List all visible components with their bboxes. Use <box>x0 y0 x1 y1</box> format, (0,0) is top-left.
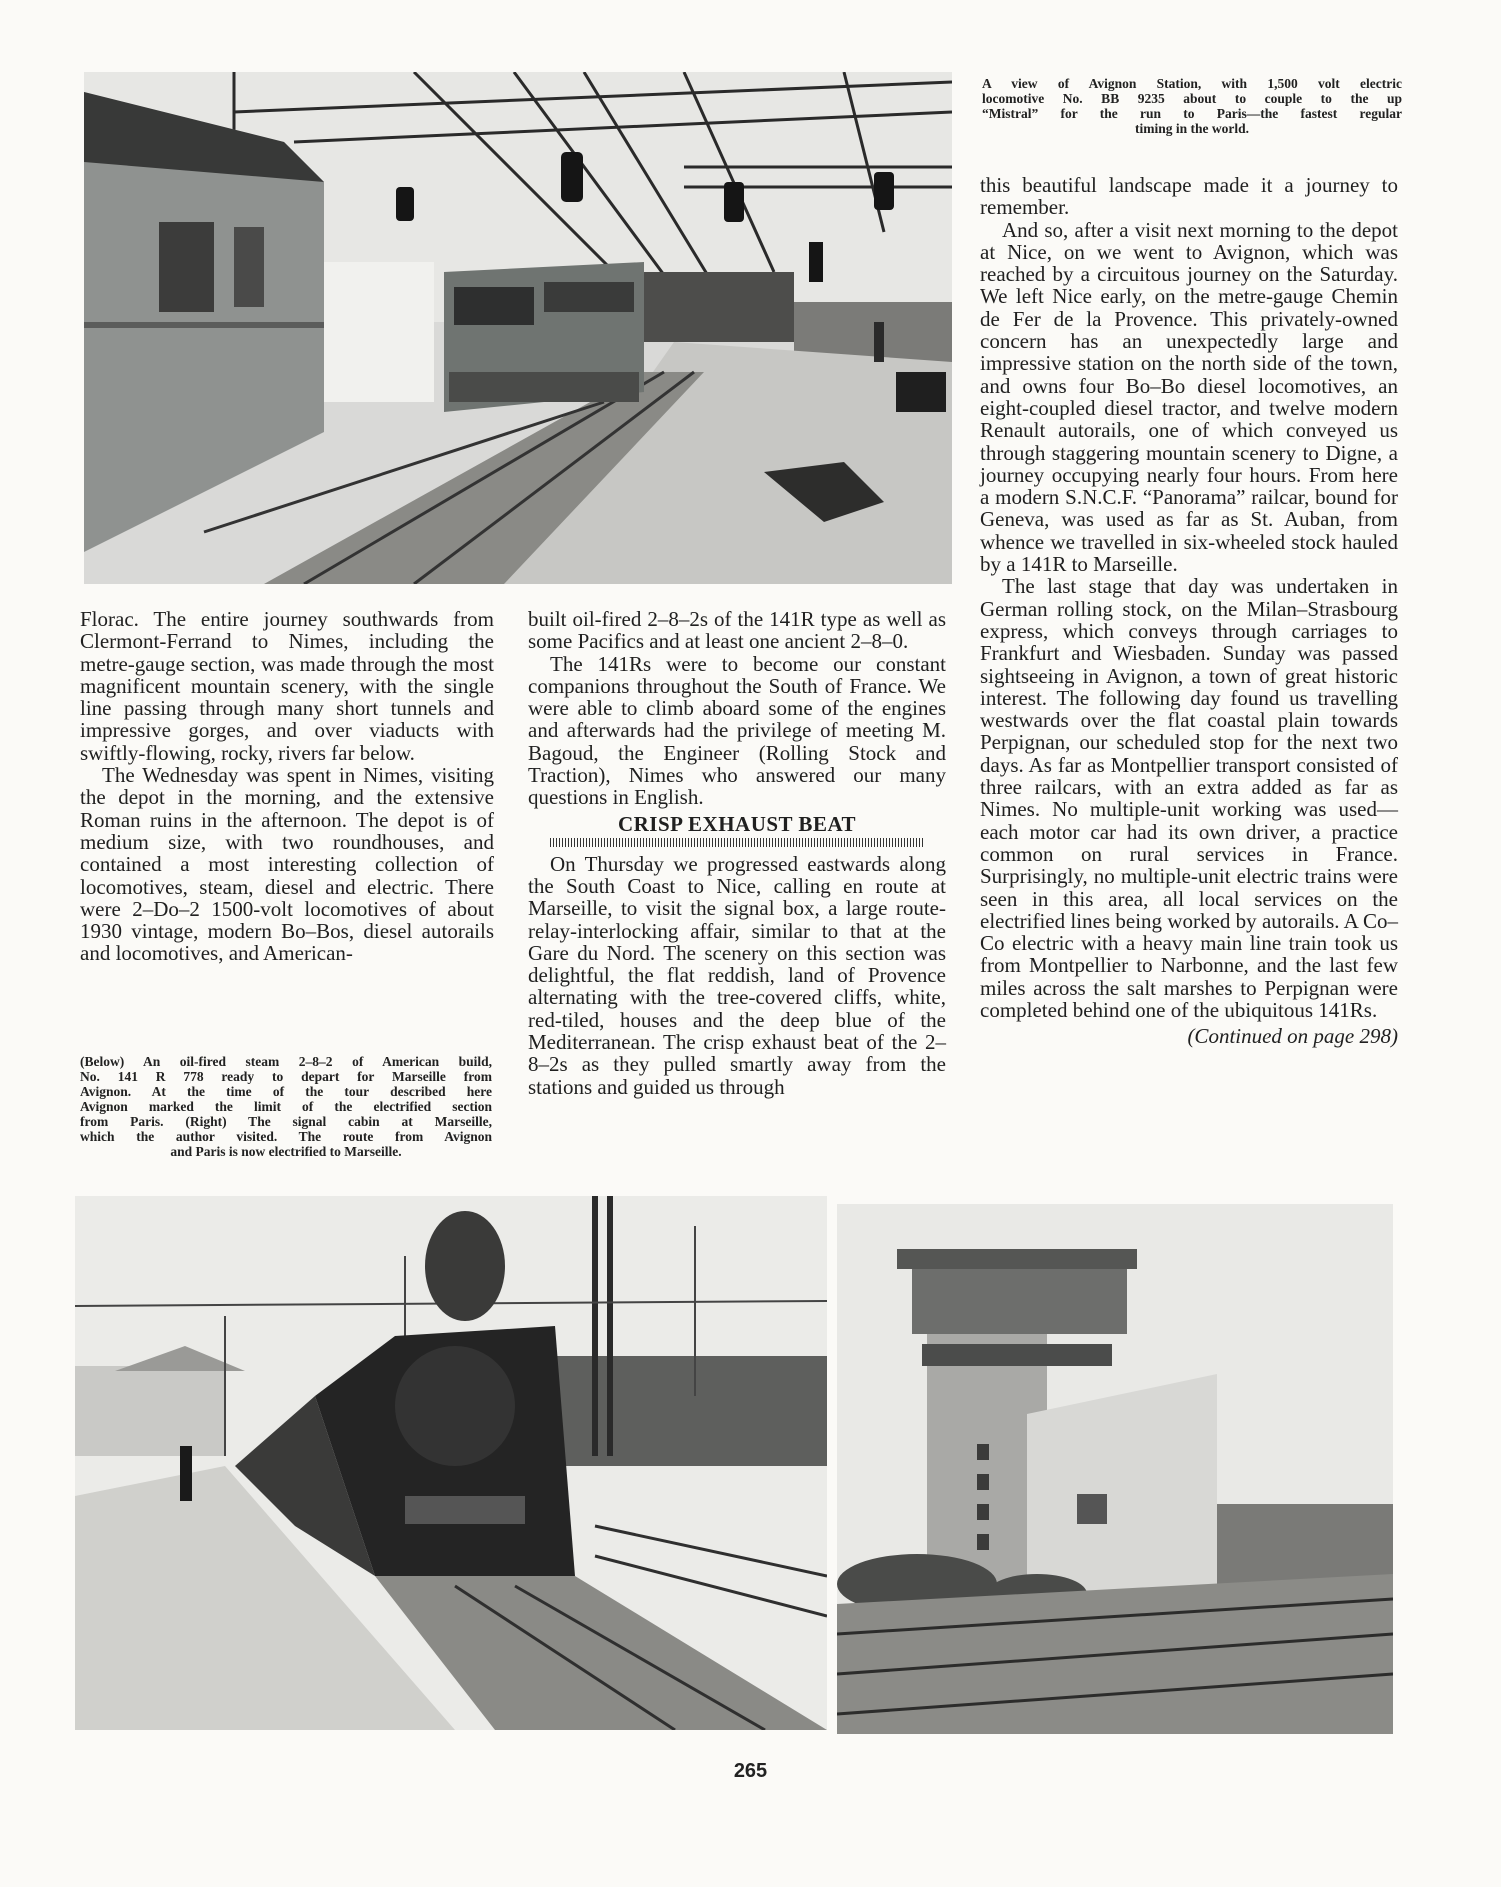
column-2 <box>528 608 946 1098</box>
column-1 <box>80 608 494 965</box>
caption-line: A view of Avignon Station, with 1,500 volt electric <box>982 76 1402 91</box>
caption-line: and Paris is now electrified to Marseille. <box>170 1144 402 1159</box>
paragraph: this beautiful landscape made it a journey to remember. <box>980 173 1398 220</box>
section-heading: CRISP EXHAUST BEAT <box>617 811 857 836</box>
photo-signal-cabin <box>837 1204 1393 1734</box>
caption-line: Avignon marked the limit of the electrified section <box>80 1099 492 1114</box>
caption-steam-locomotive <box>80 1054 492 1159</box>
caption-line: from Paris. (Right) The signal cabin at Marseille, <box>80 1114 492 1129</box>
caption-line: No. 141 R 778 ready to depart for Marseille from <box>80 1069 492 1084</box>
paragraph: The last stage that day was undertaken in German rolling stock, on the Milan–Strasbourg express, which conveys through carriages to Frankfurt and Wiesbaden. Sunday was passed sightseeing in Avignon, a town of great historic interest. The following day found us travelling westwards over the flat coastal plain towards Perpignan, our scheduled stop for the next two days. As far as Montpellier transport consisted of three railcars, with an extra added as far as Nimes. No multiple-unit working was used—each motor car had its own driver, a practice common on rural services in France. Surprisingly, no multiple-unit electric trains were seen in this area, all local services on the electrified lines being worked by autorails. A Co–Co electric with a heavy main line train took us from Montpellier to Narbonne, and the last few miles across the salt marshes to Perpignan were completed behind one of the ubiquitous 141Rs. <box>980 574 1398 1022</box>
paragraph: And so, after a visit next morning to the depot at Nice, on we went to Avignon, which was reached by a circuitous journey on the Saturday. We left Nice early, on the metre-gauge Chemin de Fer de la Provence. This privately-owned concern has an unexpectedly large and impressive station on the north side of the town, and owns four Bo–Bo diesel locomotives, an eight-coupled diesel tractor, and twelve modern Renault autorails, one of which conveyed us through staggering mountain scenery to Digne, a journey occupying nearly four hours. From here a modern S.N.C.F. “Panorama” railcar, bound for Geneva, was used as far as St. Auban, from whence we travelled in six-wheeled stock hauled by a 141R to Marseille. <box>980 217 1398 577</box>
caption-line: which the author visited. The route from Avignon <box>80 1129 492 1144</box>
caption-line: (Below) An oil-fired steam 2–8–2 of American build, <box>80 1054 492 1069</box>
paragraph: On Thursday we progressed eastwards along the South Coast to Nice, calling en route at Marseille, to visit the signal box, a large route-relay-interlocking affair, similar to that at the Gare du Nord. The scenery on this section was delightful, the flat reddish, land of Provence alternating with the tree-covered cliffs, white, red-tiled, houses and the deep blue of the Mediterranean. The crisp exhaust beat of the 2–8–2s as they pulled smartly away from the stations and guided us through <box>528 851 946 1099</box>
caption-avignon-station <box>982 76 1402 136</box>
photo-steam-locomotive <box>75 1196 827 1730</box>
column-3 <box>980 174 1398 1048</box>
caption-line: locomotive No. BB 9235 about to couple to the up <box>982 91 1402 106</box>
caption-line: Avignon. At the time of the tour described here <box>80 1084 492 1099</box>
paragraph: The 141Rs were to become our constant companions throughout the South of France. We were able to climb aboard some of the engines and afterwards had the privilege of meeting M. Bagoud, the Engineer (Rolling Stock and Traction), Nimes who answered our many questions in English. <box>528 651 946 810</box>
paragraph: built oil-fired 2–8–2s of the 141R type as well as some Pacifics and at least one ancient 2–8–0. <box>528 607 946 654</box>
paragraph: The Wednesday was spent in Nimes, visiting the depot in the morning, and the extensive Roman ruins in the afternoon. The depot is of medium size, with two roundhouses, and contained a most interesting collection of locomotives, steam, diesel and electric. There were 2–Do–2 1500-volt locomotives of about 1930 vintage, modern Bo–Bos, diesel autorails and locomotives, and American- <box>80 763 494 966</box>
photo-avignon-station <box>84 72 952 584</box>
page-number: 265 <box>733 1760 768 1782</box>
continued-note: (Continued on page 298) <box>1187 1024 1398 1049</box>
paragraph: Florac. The entire journey southwards from Clermont-Ferrand to Nimes, including the metre-gauge section, was made through the most magnificent mountain scenery, with the single line passing through many short tunnels and impressive gorges, and over viaducts with swiftly-flowing, rocky, rivers far below. <box>80 607 494 765</box>
caption-line: timing in the world. <box>1134 121 1249 136</box>
heading-rule <box>550 838 924 847</box>
caption-line: “Mistral” for the run to Paris—the fastest regular <box>982 106 1402 121</box>
